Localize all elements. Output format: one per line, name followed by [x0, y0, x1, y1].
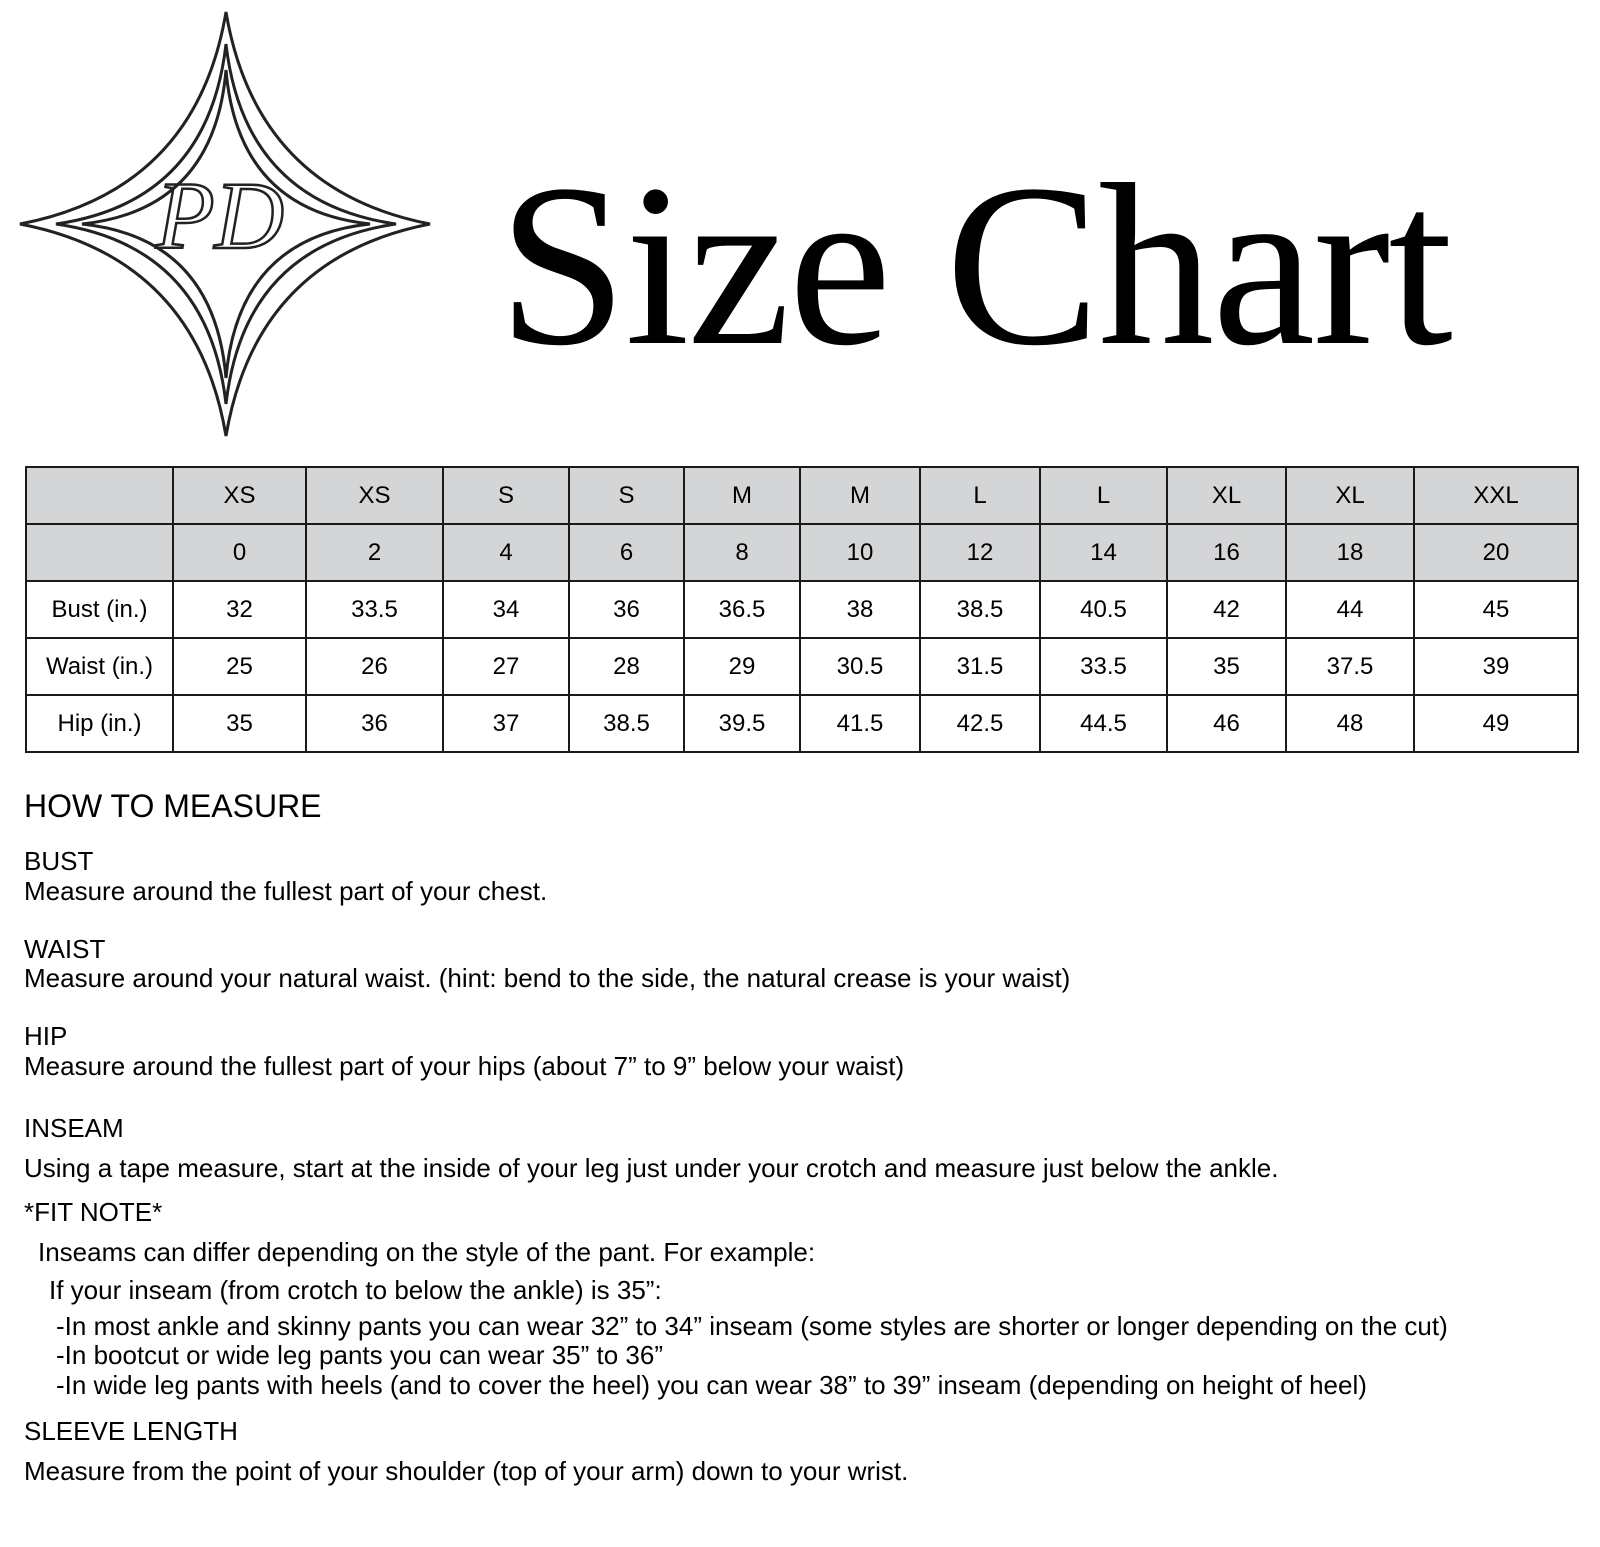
measurement-cell: 30.5	[800, 638, 920, 695]
waist-title: WAIST	[24, 933, 106, 964]
measurement-cell: 36.5	[684, 581, 800, 638]
size-table	[25, 466, 1579, 753]
inseam-text: Using a tape measure, start at the inside of your leg just under your crotch and measure just below the ankle.	[24, 1153, 1279, 1184]
row-label: Waist (in.)	[26, 638, 173, 695]
page-title: Size Chart	[498, 137, 1451, 394]
measurement-cell: 35	[1167, 638, 1286, 695]
size-label-cell: M	[684, 467, 800, 524]
fit-note-bullet: -In most ankle and skinny pants you can wear 32” to 34” inseam (some styles are shorter or longer depending on the cut)	[56, 1310, 1448, 1341]
measurement-cell: 26	[306, 638, 443, 695]
sleeve-length-text: Measure from the point of your shoulder (top of your arm) down to your wrist.	[24, 1456, 909, 1487]
measurement-cell: 39.5	[684, 695, 800, 752]
size-number-cell: 12	[920, 524, 1040, 581]
size-number-cell: 0	[173, 524, 306, 581]
fit-note-bullet: -In wide leg pants with heels (and to cover the heel) you can wear 38” to 39” inseam (depending on height of heel)	[56, 1370, 1367, 1401]
size-label-cell: S	[443, 467, 569, 524]
row-label	[26, 524, 173, 581]
size-label-cell: XXL	[1414, 467, 1578, 524]
size-number-cell: 18	[1286, 524, 1414, 581]
size-label-row	[26, 467, 1578, 524]
measurement-cell: 31.5	[920, 638, 1040, 695]
measurement-cell: 35	[173, 695, 306, 752]
how-to-measure-section	[24, 788, 1584, 1487]
hip-text: Measure around the fullest part of your hips (about 7” to 9” below your waist)	[24, 1051, 905, 1082]
measurement-cell: 44	[1286, 581, 1414, 638]
size-number-cell: 4	[443, 524, 569, 581]
fit-note-title: *FIT NOTE*	[24, 1196, 163, 1227]
measurement-cell: 29	[684, 638, 800, 695]
measurement-cell: 38.5	[920, 581, 1040, 638]
measurement-cell: 34	[443, 581, 569, 638]
size-number-cell: 16	[1167, 524, 1286, 581]
bust-text: Measure around the fullest part of your chest.	[24, 875, 548, 906]
measurement-cell: 37	[443, 695, 569, 752]
measurement-cell: 42.5	[920, 695, 1040, 752]
size-number-cell: 20	[1414, 524, 1578, 581]
measurement-cell: 42	[1167, 581, 1286, 638]
size-number-row	[26, 524, 1578, 581]
size-label-cell: L	[920, 467, 1040, 524]
measurement-cell: 41.5	[800, 695, 920, 752]
measurement-cell: 39	[1414, 638, 1578, 695]
measurement-cell: 38.5	[569, 695, 684, 752]
fit-note-line-1: Inseams can differ depending on the style of the pant. For example:	[38, 1236, 816, 1267]
size-number-cell: 8	[684, 524, 800, 581]
measurement-cell: 32	[173, 581, 306, 638]
size-label-cell: XL	[1167, 467, 1286, 524]
size-label-cell: S	[569, 467, 684, 524]
measurement-cell: 49	[1414, 695, 1578, 752]
fit-note-bullet: -In bootcut or wide leg pants you can wear 35” to 36”	[56, 1340, 664, 1371]
measurement-cell: 25	[173, 638, 306, 695]
row-label: Hip (in.)	[26, 695, 173, 752]
inseam-title: INSEAM	[24, 1113, 124, 1144]
size-label-cell: XL	[1286, 467, 1414, 524]
measurement-cell: 28	[569, 638, 684, 695]
size-number-cell: 2	[306, 524, 443, 581]
size-label-cell: XS	[173, 467, 306, 524]
row-label	[26, 467, 173, 524]
size-label-cell: XS	[306, 467, 443, 524]
measurement-row	[26, 581, 1578, 638]
size-number-cell: 10	[800, 524, 920, 581]
sleeve-length-title: SLEEVE LENGTH	[24, 1416, 238, 1447]
measurement-cell: 45	[1414, 581, 1578, 638]
measurement-cell: 46	[1167, 695, 1286, 752]
size-label-cell: M	[800, 467, 920, 524]
hip-title: HIP	[24, 1021, 68, 1052]
measurement-cell: 36	[569, 581, 684, 638]
measurement-cell: 44.5	[1040, 695, 1167, 752]
waist-text: Measure around your natural waist. (hint: bend to the side, the natural crease is your waist)	[24, 963, 1071, 994]
size-number-cell: 6	[569, 524, 684, 581]
how-to-measure-heading: HOW TO MEASURE	[24, 788, 322, 824]
monogram-text: PD	[156, 162, 284, 269]
measurement-row	[26, 695, 1578, 752]
fit-note-line-2: If your inseam (from crotch to below the ankle) is 35”:	[49, 1274, 662, 1305]
measurement-cell: 33.5	[306, 581, 443, 638]
measurement-cell: 27	[443, 638, 569, 695]
measurement-cell: 33.5	[1040, 638, 1167, 695]
measurement-cell: 40.5	[1040, 581, 1167, 638]
size-number-cell: 14	[1040, 524, 1167, 581]
measurement-row	[26, 638, 1578, 695]
size-label-cell: L	[1040, 467, 1167, 524]
measurement-cell: 38	[800, 581, 920, 638]
row-label: Bust (in.)	[26, 581, 173, 638]
measurement-cell: 48	[1286, 695, 1414, 752]
brand-logo	[16, 10, 446, 438]
measurement-cell: 36	[306, 695, 443, 752]
measurement-cell: 37.5	[1286, 638, 1414, 695]
four-point-star-icon	[16, 10, 446, 438]
bust-title: BUST	[24, 845, 94, 876]
